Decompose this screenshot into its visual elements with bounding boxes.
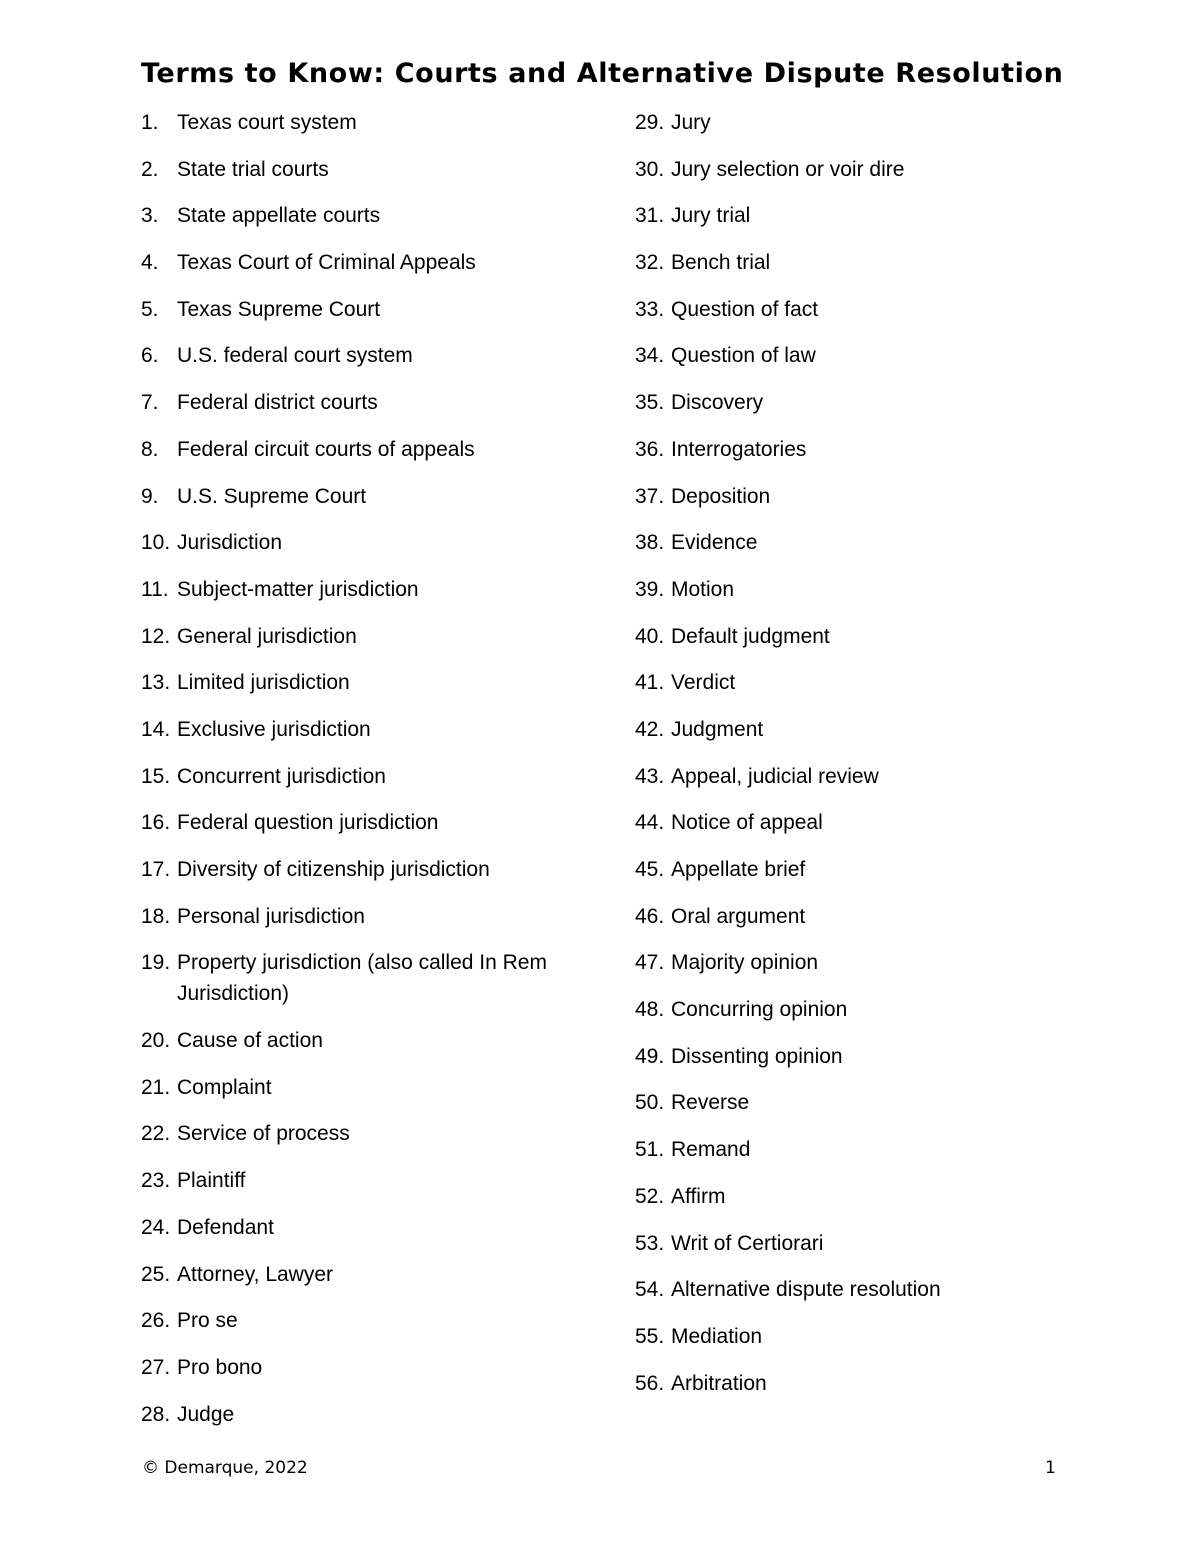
term-number: 16. [141,811,171,835]
term-item [141,667,591,698]
term-text: Default judgment [671,624,830,648]
term-item [635,667,1085,698]
term-item [141,1259,591,1290]
term-item [141,481,591,512]
term-item [635,1041,1085,1072]
term-number: 8. [141,437,159,461]
term-item [635,107,1085,138]
term-number: 15. [141,764,171,788]
term-item [141,1352,591,1383]
term-text: Dissenting opinion [671,1044,843,1068]
term-text: General jurisdiction [177,624,357,648]
term-number: 52. [635,1184,665,1208]
term-number: 53. [635,1231,665,1255]
term-item [635,574,1085,605]
term-item [635,154,1085,185]
terms-list-right-column [635,107,1085,1414]
term-item [635,947,1085,978]
term-item [141,761,591,792]
term-item [141,154,591,185]
term-number: 51. [635,1138,665,1162]
term-item [635,1321,1085,1352]
term-item [635,340,1085,371]
term-text: Appeal, judicial review [671,764,879,788]
term-number: 50. [635,1091,665,1115]
term-text: Pro bono [177,1355,263,1379]
term-text: Bench trial [671,251,771,275]
term-text: Complaint [177,1075,272,1099]
term-text: Limited jurisdiction [177,671,350,695]
term-number: 46. [635,904,665,928]
term-text: Evidence [671,531,758,555]
term-number: 10. [141,531,171,555]
term-number: 32. [635,251,665,275]
term-number: 45. [635,858,665,881]
term-item [635,387,1085,418]
term-item [141,387,591,418]
term-number: 20. [141,1029,171,1053]
term-number: 49. [635,1044,665,1068]
term-item [141,340,591,371]
term-number: 37. [635,484,665,508]
term-item [635,1181,1085,1212]
term-text: Arbitration [671,1371,767,1395]
term-item [635,527,1085,558]
term-number: 33. [635,297,665,321]
term-item [141,574,591,605]
term-text: Texas Supreme Court [177,297,381,321]
term-item [141,527,591,558]
term-item [141,1072,591,1103]
term-text: Question of law [671,344,816,368]
term-number: 4. [141,251,159,275]
term-text: Defendant [177,1215,274,1239]
term-text: U.S. Supreme Court [177,484,367,508]
term-item [141,854,591,885]
term-text: Personal jurisdiction [177,904,365,928]
term-number: 23. [141,1169,171,1193]
term-item [635,1134,1085,1165]
term-item [635,901,1085,932]
term-text: Interrogatories [671,437,807,461]
term-text: Motion [671,577,735,601]
term-text: Concurrent jurisdiction [177,764,386,788]
term-number: 54. [635,1278,665,1302]
term-number: 5. [141,297,159,321]
term-item [635,247,1085,278]
term-text: Concurring opinion [671,998,848,1022]
term-number: 9. [141,484,159,508]
term-item [635,200,1085,231]
term-text: Jury [671,111,711,134]
term-text: Federal question jurisdiction [177,811,439,835]
terms-list-left-column [141,107,591,1445]
term-text: Alternative dispute resolution [671,1278,941,1302]
term-text: Plaintiff [177,1169,246,1193]
term-number: 36. [635,437,665,461]
term-number: 26. [141,1309,171,1333]
term-text: Notice of appeal [671,811,823,835]
term-item [635,807,1085,838]
term-text: Cause of action [177,1029,323,1053]
term-text: Oral argument [671,904,806,928]
term-text: Federal district courts [177,391,378,415]
term-number: 22. [141,1122,171,1146]
term-text: Texas Court of Criminal Appeals [177,251,476,275]
term-item [141,1118,591,1149]
term-number: 18. [141,904,171,928]
term-text: Reverse [671,1091,750,1115]
term-number: 24. [141,1215,171,1239]
term-text: Pro se [177,1309,238,1333]
term-text: Deposition [671,484,771,508]
term-number: 41. [635,671,665,695]
term-item [141,807,591,838]
page-number: 1 [1045,1458,1056,1478]
term-text: Property jurisdiction (also called In Rem Jurisdiction) [177,951,547,1006]
term-item [635,621,1085,652]
term-item [141,294,591,325]
term-text: State appellate courts [177,204,381,228]
term-item [141,1212,591,1243]
term-number: 40. [635,624,665,648]
term-text: Majority opinion [671,951,819,975]
term-item [141,434,591,465]
term-number: 30. [635,157,665,181]
term-text: State trial courts [177,157,329,181]
term-number: 13. [141,671,171,695]
term-item [141,247,591,278]
term-item [141,621,591,652]
term-text: Jury trial [671,204,751,228]
term-number: 42. [635,717,665,741]
term-number: 25. [141,1262,171,1286]
term-number: 34. [635,344,665,368]
term-item [141,1165,591,1196]
term-text: Remand [671,1138,751,1162]
term-text: Appellate brief [671,858,806,881]
term-number: 3. [141,204,159,228]
term-item [141,714,591,745]
term-text: Question of fact [671,297,819,321]
term-item [141,901,591,932]
term-item [141,1025,591,1056]
term-item [635,1274,1085,1305]
term-number: 17. [141,858,171,881]
term-item [635,1087,1085,1118]
term-text: Judgment [671,717,764,741]
term-item [635,714,1085,745]
term-item [141,1399,591,1430]
term-text: Mediation [671,1324,763,1348]
term-number: 55. [635,1324,665,1348]
term-text: Exclusive jurisdiction [177,717,371,741]
term-number: 2. [141,157,159,181]
term-item [635,1228,1085,1259]
term-item [635,854,1085,885]
term-item [635,481,1085,512]
footer-copyright: © Demarque, 2022 [142,1458,308,1478]
term-text: Jury selection or voir dire [671,157,905,181]
term-item [141,947,577,1009]
term-number: 56. [635,1371,665,1395]
term-number: 39. [635,577,665,601]
term-number: 19. [141,951,171,975]
term-number: 28. [141,1402,171,1426]
term-text: Jurisdiction [177,531,283,555]
term-item [635,1368,1085,1399]
term-number: 12. [141,624,171,648]
term-text: Discovery [671,391,764,415]
term-number: 14. [141,717,171,741]
term-number: 35. [635,391,665,415]
term-text: Texas court system [177,111,357,134]
term-number: 43. [635,764,665,788]
term-item [635,434,1085,465]
term-number: 27. [141,1355,171,1379]
term-item [635,994,1085,1025]
term-number: 31. [635,204,665,228]
term-text: Verdict [671,671,736,695]
term-number: 38. [635,531,665,555]
term-text: Writ of Certiorari [671,1231,824,1255]
term-item [141,1305,591,1336]
term-text: Subject-matter jurisdiction [177,577,419,601]
term-number: 47. [635,951,665,975]
term-item [635,294,1085,325]
term-text: U.S. federal court system [177,344,413,368]
term-number: 6. [141,344,159,368]
term-number: 11. [141,577,169,601]
term-text: Federal circuit courts of appeals [177,437,475,461]
term-text: Service of process [177,1122,350,1146]
term-text: Diversity of citizenship jurisdiction [177,858,490,881]
term-text: Affirm [671,1184,726,1208]
term-number: 7. [141,391,159,415]
term-number: 21. [141,1075,171,1099]
term-item [635,761,1085,792]
term-number: 44. [635,811,665,835]
term-text: Attorney, Lawyer [177,1262,334,1286]
term-number: 1. [141,111,159,134]
term-number: 48. [635,998,665,1022]
term-item [141,107,591,138]
page-title: Terms to Know: Courts and Alternative Dispute Resolution [141,58,1064,90]
term-item [141,200,591,231]
term-number: 29. [635,111,665,134]
term-text: Judge [177,1402,235,1426]
